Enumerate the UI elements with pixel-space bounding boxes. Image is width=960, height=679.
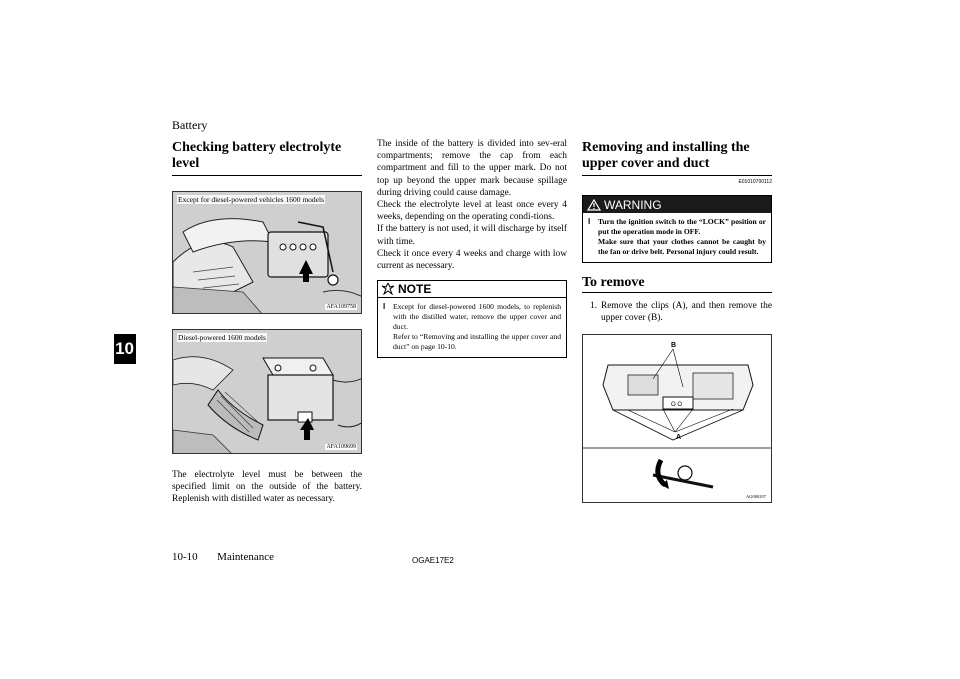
note-reference: Refer to “Removing and installing the upper cover and duct” on page 10-10. (393, 332, 561, 352)
section-name: Maintenance (217, 551, 274, 563)
note-text: Except for diesel-powered 1600 models, to replenish with the distilled water, remove the upper cover and duct. (393, 302, 561, 332)
note-label: NOTE (398, 282, 432, 297)
left-column (172, 140, 362, 506)
warning-header (583, 196, 771, 213)
page-number: 10-10 (172, 551, 198, 563)
engine-bay-illustration-1 (173, 192, 362, 314)
body-paragraph: Check the electrolyte level at least once every 4 weeks, depending on the operating condi-tions. (377, 200, 567, 223)
warning-triangle-icon (587, 199, 601, 211)
note-body (378, 298, 566, 357)
engine-bay-illustration-2 (173, 330, 362, 454)
right-column (582, 140, 772, 503)
note-header (378, 281, 566, 298)
warning-text: Turn the ignition switch to the “LOCK” position or put the operation mode in OFF. (598, 217, 766, 236)
label-b: B (671, 342, 677, 350)
document-code: OGAE17E2 (412, 556, 454, 565)
warning-box (582, 195, 772, 263)
body-paragraph: The electrolyte level must be between the specified limit on the outside of the battery. Replenish with distilled water as necessary. (172, 470, 362, 505)
figure-code: AFA109758 (326, 304, 356, 310)
figure-caption: Diesel-powered 1600 models (178, 333, 266, 342)
figure-code: AG000297 (746, 494, 766, 500)
step-item (582, 300, 772, 324)
footer-page-info (172, 551, 274, 563)
body-paragraph: If the battery is not used, it will discharge by itself with time. (377, 224, 567, 247)
upper-cover-illustration (583, 335, 772, 503)
page-header-title: Battery (172, 118, 208, 132)
warning-text: Make sure that your clothes cannot be caught by the fan or drive belt. Personal injury could result. (598, 237, 766, 256)
body-paragraph: Check it once every 4 weeks and charge with low current as necessary. (377, 248, 567, 272)
section-heading: Checking battery electrolyte level (172, 140, 362, 176)
section-code: E01010700112 (738, 179, 772, 185)
note-icon (381, 283, 395, 295)
step-number: 1. (590, 301, 598, 311)
body-paragraph: The inside of the battery is divided into sev-eral compartments; remove the cap from each compartment and fill to the upper mark. Do not top up beyond the upper mark because spillage during driving could cause damage. (377, 139, 567, 198)
section-heading: Removing and installing the upper cover and duct (582, 140, 772, 176)
bullet-icon: l (588, 217, 591, 226)
figure-caption: Except for diesel-powered vehicles 1600 models (178, 195, 324, 204)
svg-text:O O: O O (671, 402, 683, 409)
note-box (377, 280, 567, 358)
middle-column (377, 138, 567, 358)
warning-body (583, 213, 771, 262)
section-tab: 10 (114, 334, 136, 364)
battery-figure-1 (172, 191, 362, 314)
subsection-heading: To remove (582, 275, 772, 293)
label-a: A (676, 434, 682, 442)
warning-label: WARNING (604, 197, 662, 212)
upper-cover-figure (582, 334, 772, 503)
battery-figure-2 (172, 329, 362, 454)
figure-code: AFA109699 (326, 444, 356, 450)
step-text: Remove the clips (A), and then remove the upper cover (B). (601, 301, 772, 324)
bullet-icon: l (383, 302, 386, 312)
